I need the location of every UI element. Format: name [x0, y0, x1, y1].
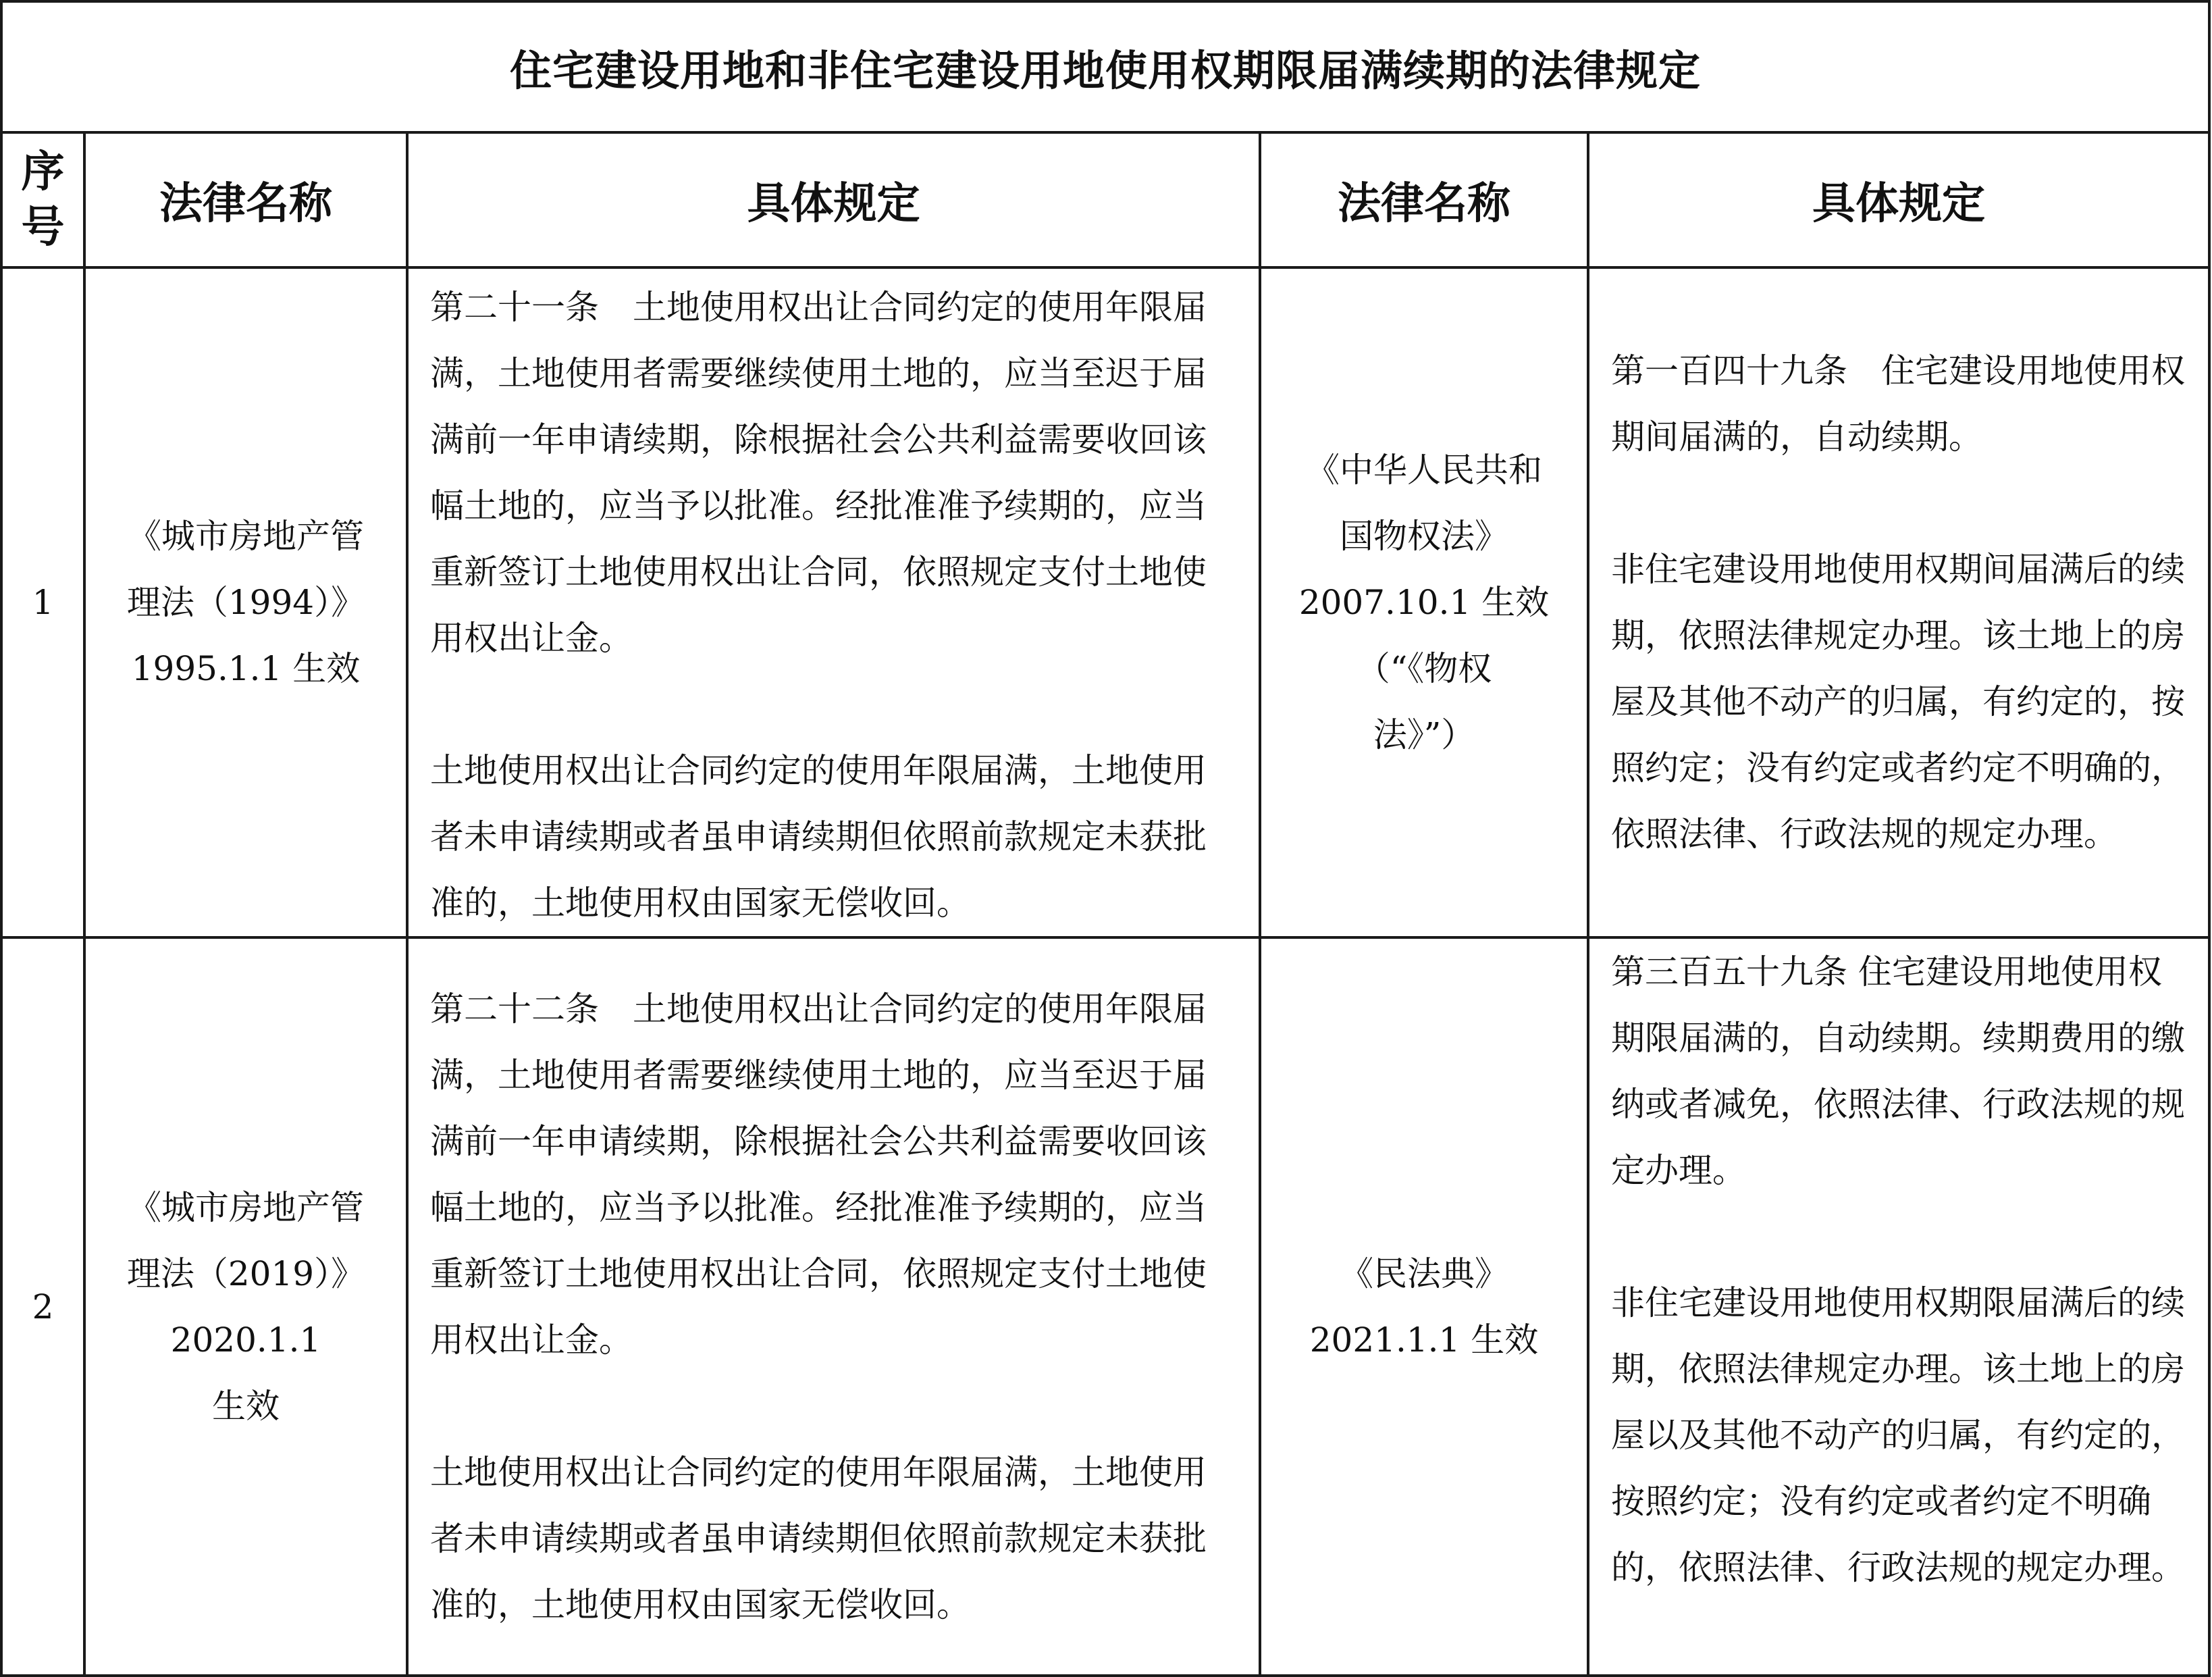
provision-paragraph: 第一百四十九条 住宅建设用地使用权期间届满的，自动续期。 — [1611, 351, 2185, 457]
table-row — [1, 937, 2209, 1676]
row-seq: 2 — [1, 937, 84, 1676]
provision-cell — [407, 267, 1260, 937]
law-name-cell — [84, 267, 407, 937]
provision-paragraph: 第二十一条 土地使用权出让合同约定的使用年限届满，土地使用者需要继续使用土地的，应当至迟于届满前一年申请续期，除根据社会公共利益需要收回该幅土地的，应当予以批准。经批准准予续期的，应当重新签订土地使用权出让合同，依照规定支付土地使用权出让金。 — [430, 288, 1207, 658]
law-effective-date: 2020.1.1 — [170, 1320, 321, 1360]
law-alias-line: 法》”） — [1373, 715, 1475, 754]
provision-cell — [407, 937, 1260, 1676]
law-effective-date: 2007.10.1 生效 — [1298, 583, 1550, 622]
law-name-line: 《城市房地产管 — [128, 1187, 364, 1227]
law-name-line: 《中华人民共和 — [1306, 450, 1542, 490]
law-effective-date: 1995.1.1 生效 — [131, 649, 361, 688]
header-seq — [1, 132, 84, 267]
table-row — [1, 267, 2209, 937]
law-name-line: 《民法典》 — [1340, 1254, 1508, 1293]
header-law-name-1: 法律名称 — [84, 132, 407, 267]
row-seq: 1 — [1, 267, 84, 937]
header-provision-2: 具体规定 — [1588, 132, 2209, 267]
law-name-cell — [1260, 937, 1588, 1676]
law-name-line: 《城市房地产管 — [128, 517, 364, 556]
header-row — [1, 132, 2209, 267]
provision-cell — [1588, 937, 2209, 1676]
law-name-cell — [1260, 267, 1588, 937]
header-seq-line2: 号 — [21, 202, 65, 253]
law-alias-line: （“《物权 — [1356, 649, 1492, 688]
law-effective-date: 2021.1.1 生效 — [1309, 1320, 1539, 1360]
provision-paragraph: 非住宅建设用地使用权期限届满后的续期，依照法律规定办理。该土地上的房屋以及其他不动产的归属，有约定的，按照约定；没有约定或者约定不明确的，依照法律、行政法规的规定办理。 — [1611, 1283, 2185, 1587]
law-name-line: 理法（1994）》 — [126, 583, 365, 622]
provision-paragraph: 第三百五十九条 住宅建设用地使用权期限届满的，自动续期。续期费用的缴纳或者减免，依照法律、行政法规的规定办理。 — [1611, 952, 2185, 1190]
provision-paragraph: 土地使用权出让合同约定的使用年限届满，土地使用者未申请续期或者虽申请续期但依照前款规定未获批准的，土地使用权由国家无偿收回。 — [430, 1452, 1207, 1624]
law-name-cell — [84, 937, 407, 1676]
table-title: 住宅建设用地和非住宅建设用地使用权期限届满续期的法律规定 — [1, 1, 2209, 132]
provision-paragraph: 土地使用权出让合同约定的使用年限届满，土地使用者未申请续期或者虽申请续期但依照前款规定未获批准的，土地使用权由国家无偿收回。 — [430, 751, 1207, 923]
header-law-name-2: 法律名称 — [1260, 132, 1588, 267]
title-row — [1, 1, 2209, 132]
provision-cell — [1588, 267, 2209, 937]
provision-paragraph: 非住宅建设用地使用权期间届满后的续期，依照法律规定办理。该土地上的房屋及其他不动产的归属，有约定的，按照约定；没有约定或者约定不明确的，依照法律、行政法规的规定办理。 — [1611, 550, 2185, 854]
header-provision-1: 具体规定 — [407, 132, 1260, 267]
header-seq-line1: 序 — [21, 147, 65, 197]
provision-paragraph: 第二十二条 土地使用权出让合同约定的使用年限届满，土地使用者需要继续使用土地的，应当至迟于届满前一年申请续期，除根据社会公共利益需要收回该幅土地的，应当予以批准。经批准准予续期的，应当重新签订土地使用权出让合同，依照规定支付土地使用权出让金。 — [430, 989, 1207, 1360]
law-name-line: 国物权法》 — [1340, 517, 1508, 556]
law-effective-label: 生效 — [212, 1386, 280, 1426]
law-name-line: 理法（2019）》 — [126, 1254, 365, 1293]
